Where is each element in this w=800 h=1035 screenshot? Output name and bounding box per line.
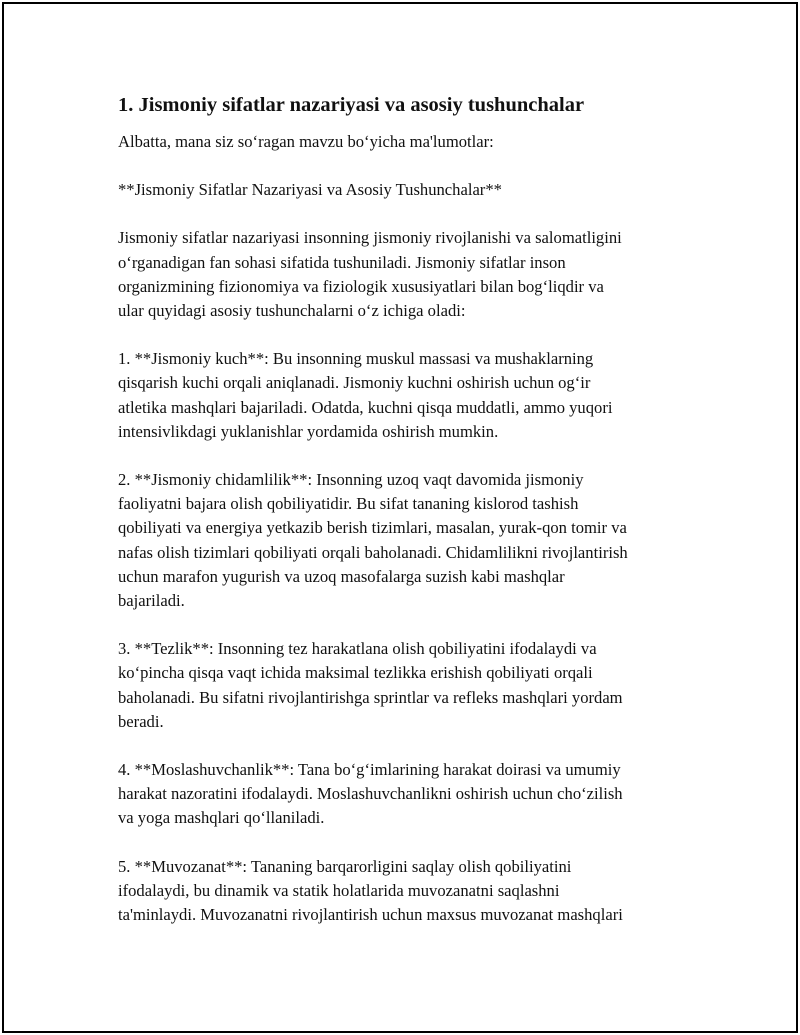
item-2-paragraph [118, 468, 708, 613]
text-line: Jismoniy sifatlar nazariyasi insonning jismoniy rivojlanishi va salomatligini [118, 228, 622, 248]
text-line: 1. **Jismoniy kuch**: Bu insonning muskul massasi va mushaklarning [118, 349, 594, 369]
intro-paragraph [118, 130, 708, 154]
text-line: harakat nazoratini ifodalaydi. Moslashuvchanlikni oshirish uchun cho‘zilish [118, 784, 623, 804]
text-line: baholanadi. Bu sifatni rivojlantirishga sprintlar va refleks mashqlari yordam [118, 687, 623, 707]
text-line: 5. **Muvozanat**: Tananing barqarorligini saqlay olish qobiliyatini [118, 856, 572, 876]
text-line: faoliyatni bajara olish qobiliyatidir. Bu sifat tananing kislorod tashish [118, 494, 579, 514]
text-line: ko‘pincha qisqa vaqt ichida maksimal tezlikka erishish qobiliyati orqali [118, 663, 593, 683]
text-line: ta'minlaydi. Muvozanatni rivojlantirish uchun maxsus muvozanat mashqlari [118, 905, 623, 925]
text-line: bajariladi. [118, 591, 185, 611]
text-line: o‘rganadigan fan sohasi sifatida tushuniladi. Jismoniy sifatlar inson [118, 252, 566, 272]
text-line: Albatta, mana siz so‘ragan mavzu bo‘yicha ma'lumotlar: [118, 132, 494, 151]
document-body [118, 92, 708, 951]
overview-paragraph [118, 226, 708, 323]
text-line: atletika mashqlari bajariladi. Odatda, kuchni qisqa muddatli, ammo yuqori [118, 397, 613, 417]
text-line: ular quyidagi asosiy tushunchalarni o‘z ichiga oladi: [118, 301, 466, 321]
text-line: beradi. [118, 711, 164, 731]
text-line: va yoga mashqlari qo‘llaniladi. [118, 808, 325, 828]
item-1-paragraph [118, 347, 708, 444]
text-line: 2. **Jismoniy chidamlilik**: Insonning uzoq vaqt davomida jismoniy [118, 470, 584, 490]
text-line: 4. **Moslashuvchanlik**: Tana bo‘g‘imlarining harakat doirasi va umumiy [118, 760, 621, 780]
text-line: ifodalaydi, bu dinamik va statik holatlarida muvozanatni saqlashni [118, 880, 560, 900]
text-line: organizmining fizionomiya va fiziologik xususiyatlari bilan bog‘liqdir va [118, 276, 604, 296]
text-line: **Jismoniy Sifatlar Nazariyasi va Asosiy Tushunchalar** [118, 180, 502, 200]
text-line: qisqarish kuchi orqali aniqlanadi. Jismoniy kuchni oshirish uchun og‘ir [118, 373, 591, 393]
text-line: 3. **Tezlik**: Insonning tez harakatlana olish qobiliyatini ifodalaydi va [118, 639, 597, 659]
text-line: qobiliyati va energiya yetkazib berish tizimlari, masalan, yurak-qon tomir va [118, 518, 627, 538]
item-4-paragraph [118, 758, 708, 831]
item-5-paragraph [118, 855, 708, 928]
paragraph-list [118, 130, 708, 927]
text-line: uchun marafon yugurish va uzoq masofalarga suzish kabi mashqlar [118, 566, 565, 586]
item-3-paragraph [118, 637, 708, 734]
text-line: nafas olish tizimlari qobiliyati orqali baholanadi. Chidamlilikni rivojlantirish [118, 542, 628, 562]
text-line: intensivlikdagi yuklanishlar yordamida oshirish mumkin. [118, 421, 499, 441]
document-title: 1. Jismoniy sifatlar nazariyasi va asosiy tushunchalar [118, 94, 585, 116]
subtitle-paragraph [118, 178, 708, 202]
